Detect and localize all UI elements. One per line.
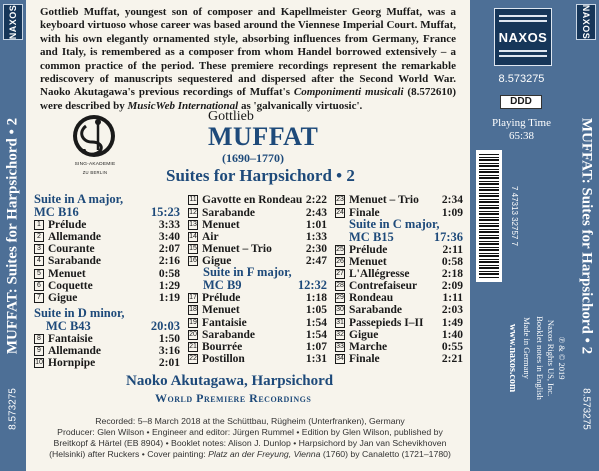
naxos-logo-text: NAXOS [498,30,548,45]
rights-line: ℗ & © 2019 [557,336,567,380]
intro-paragraph: Gottlieb Muffat, youngest son of composer and Kapellmeister Georg Muffat, was a keyboard virtuoso whose career was based around the Viennese Imperial Court. Muffat, with his own elegantly ornamented style, absorbing influences from Germany, France and Italy, is remembered as a composer from whom Handel borrowed extensively – a common practice of the period. These premiere recordings represent the remarkable rediscovery of manuscripts sequestered and dispersed after the Second World War. Naoko Akutagawa's previous recordings of Muffat's Componimenti musicali (8.572610) were described by MusicWeb International as 'galvanically virtuosic'. [40,6,456,112]
spine-catalog: 8.573275 [580,388,592,430]
performer: Naoko Akutagawa, Harpsichord [126,373,334,389]
suite-duration: 15:23 [150,205,180,219]
suite-heading: Suite in F major, MC B9 12:32 [203,265,327,292]
rights-line: Naxos Rights US, Inc. [546,319,556,397]
spine-catalog: 8.573275 [7,388,19,430]
naxos-logo-text: NAXOS [8,4,18,40]
logo-caption-sub: ZU BERLIN [82,170,108,175]
website-link[interactable]: www.naxos.com [507,323,518,393]
left-spine [0,0,26,471]
suite-heading: Suite in A major, MC B16 15:23 [34,192,180,219]
suite-heading: Suite in D minor, MC B43 20:03 [34,306,180,333]
barcode [476,150,502,282]
catalog-number: 8.573275 [498,73,545,85]
rights-line: Booklet notes in English [535,316,545,400]
barcode-number: 7 47313 32757 7 [510,185,519,247]
suite-duration: 20:03 [150,319,180,333]
playing-time: 65:38 [508,130,535,142]
ddd-badge: DDD [500,95,542,109]
naxos-logo-spine [576,4,596,40]
info-panel [470,0,573,471]
recording-credits: Recorded: 5–8 March 2018 at the Schüttbau, Rügheim (Unterfranken), Germany Producer: Glen Wilson • Engineer and editor: Jürgen Rummel • Edition by Glen Wilson, published by Breitkopf & Härtel (EB 8904) • Booklet notes: Alison J. Dunlop • Harpsichord by Jan van Schevikhoven (Helsinki) after Ruckers • Cover painting: Platz an der Freyung, Vienna (1760) by Canaletto (1721–1780) [49,416,451,459]
suite-duration: 12:32 [297,278,327,292]
right-spine [573,0,599,471]
suite-heading: Suite in C major, MC B15 17:36 [349,217,463,244]
cover-painting-title: Platz an der Freyung, Vienna [208,448,321,459]
composer-dates: (1690–1770) [222,151,284,165]
barcode-bars [479,154,499,278]
made-in: Made in Germany [522,317,532,379]
composer-last-name: MUFFAT [208,122,319,151]
review-source: MusicWeb International [127,99,239,112]
logo-caption: SING-AKADEMIE [74,162,116,167]
spine-title: MUFFAT: Suites for Harpsichord • 2 [578,117,595,355]
premiere-label: World Premiere Recordings [155,391,312,405]
naxos-logo-spine [3,4,23,40]
naxos-logo-text: NAXOS [581,4,591,40]
spine-title: MUFFAT: Suites for Harpsichord • 2 [4,117,21,355]
album-title: Suites for Harpsichord • 2 [166,166,355,185]
playing-time-label: Playing Time [492,117,551,129]
suite-duration: 17:36 [433,230,463,244]
naxos-logo [494,8,552,66]
work-title: Componimenti musicali [293,86,404,99]
composer-first-name: Gottlieb [208,109,254,124]
